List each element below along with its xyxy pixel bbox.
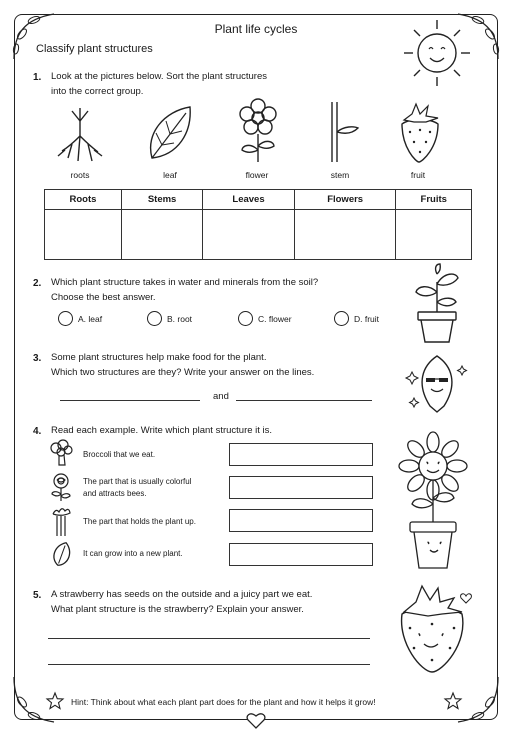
question-4-text: Read each example. Write which plant structure it is.	[51, 425, 273, 436]
question-3-text	[51, 350, 314, 380]
leaf-icon	[140, 103, 200, 165]
question-1-text	[51, 69, 267, 99]
example-1-line1: Broccoli that we eat.	[83, 450, 156, 459]
question-1-line1: Look at the pictures below. Sort the plant structures	[51, 71, 267, 82]
example-3-answer-box[interactable]	[229, 509, 373, 532]
answer-cell-leaves[interactable]	[203, 210, 295, 260]
example-4-line1: It can grow into a new plant.	[83, 549, 183, 558]
question-4-number: 4.	[33, 426, 42, 437]
question-1-number: 1.	[33, 72, 42, 83]
example-2-answer-box[interactable]	[229, 476, 373, 499]
answer-line-1[interactable]	[60, 400, 200, 401]
celery-icon	[48, 506, 74, 538]
potted-plant-icon	[410, 262, 464, 344]
option-b[interactable]	[147, 311, 192, 326]
picture-label-roots: roots	[70, 170, 90, 180]
column-header-flowers: Flowers	[294, 190, 396, 210]
example-3-text	[83, 516, 196, 528]
question-1-line2: into the correct group.	[51, 86, 144, 97]
option-c[interactable]	[238, 311, 292, 326]
sunflower-pot-icon	[396, 432, 470, 572]
hint-text: Hint: Think about what each plant part does for the plant and how it helps it grow!	[71, 697, 376, 707]
question-5-line1: A strawberry has seeds on the outside and a juicy part we eat.	[51, 589, 313, 600]
answer-line-2[interactable]	[236, 400, 372, 401]
page-title: Plant life cycles	[214, 22, 298, 36]
example-1-answer-box[interactable]	[229, 443, 373, 466]
question-3-number: 3.	[33, 353, 42, 364]
answer-cell-flowers[interactable]	[294, 210, 396, 260]
picture-label-leaf: leaf	[163, 170, 177, 180]
option-d[interactable]	[334, 311, 379, 326]
question-5-line2: What plant structure is the strawberry? Explain your answer.	[51, 604, 304, 615]
example-2-text	[83, 476, 192, 500]
sorting-table	[44, 189, 472, 260]
option-a[interactable]	[58, 311, 102, 326]
roots-icon	[50, 106, 110, 166]
question-3-line1: Some plant structures help make food for the plant.	[51, 352, 267, 363]
example-2-line1: The part that is usually colorful	[83, 477, 192, 486]
example-4-text	[83, 548, 183, 560]
option-label: D. fruit	[354, 313, 380, 324]
star-icon	[444, 692, 462, 710]
option-label: B. root	[167, 313, 193, 324]
answer-cell-stems[interactable]	[121, 210, 202, 260]
example-1-text	[83, 449, 155, 461]
question-5-text	[51, 587, 312, 617]
picture-label-fruit: fruit	[410, 170, 426, 180]
answer-cell-roots[interactable]	[45, 210, 122, 260]
radio-circle[interactable]	[58, 311, 73, 326]
star-icon	[46, 692, 64, 710]
picture-label-flower: flower	[245, 170, 269, 180]
strawberry-icon	[394, 100, 444, 164]
column-header-fruits: Fruits	[396, 190, 472, 210]
column-header-stems: Stems	[121, 190, 202, 210]
stem-icon	[312, 100, 362, 164]
option-label: C. flower	[258, 313, 292, 324]
broccoli-icon	[48, 439, 74, 467]
question-5-number: 5.	[33, 590, 42, 601]
column-header-roots: Roots	[45, 190, 122, 210]
radio-circle[interactable]	[334, 311, 349, 326]
and-text: and	[213, 391, 229, 402]
rose-icon	[48, 472, 74, 502]
example-4-answer-box[interactable]	[229, 543, 373, 566]
answer-cell-fruits[interactable]	[396, 210, 472, 260]
question-2-text	[51, 275, 318, 305]
radio-circle[interactable]	[147, 311, 162, 326]
sun-icon	[402, 18, 472, 88]
question-2-line1: Which plant structure takes in water and minerals from the soil?	[51, 277, 319, 288]
picture-label-stem: stem	[330, 170, 350, 180]
example-2-line2: and attracts bees.	[83, 489, 147, 498]
explain-line-1[interactable]	[48, 638, 370, 639]
column-header-leaves: Leaves	[203, 190, 295, 210]
radio-circle[interactable]	[238, 311, 253, 326]
example-3-line1: The part that holds the plant up.	[83, 517, 196, 526]
option-label: A. leaf	[78, 313, 103, 324]
explain-line-2[interactable]	[48, 664, 370, 665]
page-subtitle: Classify plant structures	[36, 43, 153, 55]
seed-icon	[50, 540, 74, 568]
cute-strawberry-icon	[388, 582, 480, 678]
question-2-line2: Choose the best answer.	[51, 292, 156, 303]
cool-leaf-icon	[404, 352, 470, 414]
question-3-line2: Which two structures are they? Write your answer on the lines.	[51, 367, 315, 378]
question-2-number: 2.	[33, 278, 42, 289]
flower-icon	[228, 100, 288, 166]
heart-icon	[246, 712, 266, 730]
